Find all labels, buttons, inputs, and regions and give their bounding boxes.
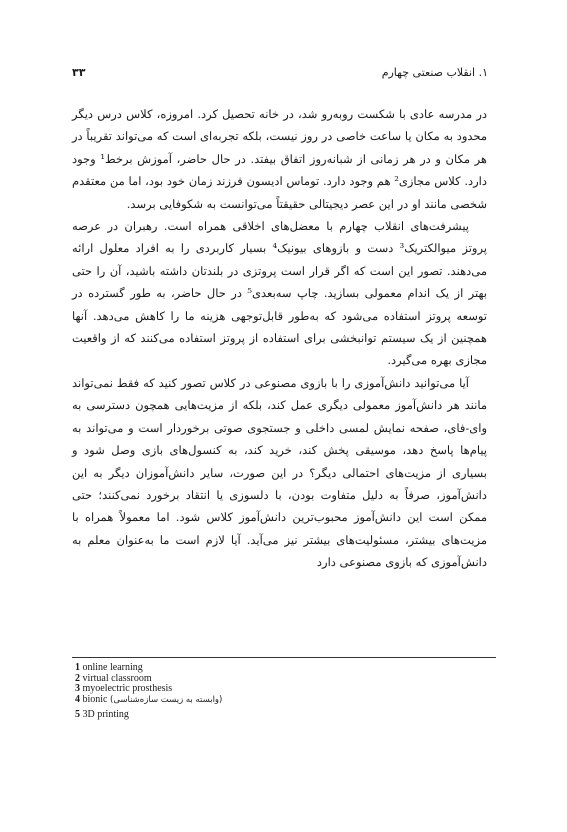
footnote-item bbox=[75, 684, 375, 695]
main-text bbox=[72, 103, 487, 574]
footnote-text: virtual classroom bbox=[82, 672, 152, 684]
footnotes bbox=[75, 663, 375, 721]
footnote-text: online learning bbox=[82, 662, 143, 673]
footnote-number: 4 bbox=[75, 693, 80, 705]
footnote-number: 1 bbox=[75, 662, 80, 673]
footnote-number: 5 bbox=[75, 709, 80, 720]
footnote-gloss: (وابسته به زیست سازه‌شناسی) bbox=[110, 694, 223, 705]
footnote-text: bionic bbox=[82, 693, 108, 705]
footnote-text: 3D printing bbox=[82, 709, 129, 720]
footnote-item bbox=[75, 695, 375, 706]
page-number: ۳۳ bbox=[72, 66, 86, 79]
footnote-number: 2 bbox=[75, 672, 80, 684]
footnote-number: 3 bbox=[75, 683, 80, 694]
footnote-text: myoelectric prosthesis bbox=[82, 683, 173, 694]
footnote-divider bbox=[72, 657, 496, 658]
paragraph: در مدرسه عادی با شکست روبه‌رو شد، در خانه تحصیل کرد. امروزه، کلاس درس دیگر محدود به مکان یا ساعت خاصی در روز نیست، بلکه تجربه‌ای است که می‌تواند تقریباً در هر مکان و در هر زمانی از شبانه‌روز اتفاق بیفتد. در حال حاضر، آموزش برخط¹ وجود دارد. کلاس مجازی² هم وجود دارد. توماس ادیسون فرزند زمان خود بود، اما من معتقدم شخصی مانند او در این عصر دیجیتالی حقیقتاً می‌توانست به شکوفایی برسد. bbox=[72, 107, 488, 211]
page-header bbox=[72, 66, 488, 86]
paragraph: آیا می‌توانید دانش‌آموزی را با بازوی مصنوعی در کلاس تصور کنید که فقط نمی‌تواند مانند هر دانش‌آموز معمولی دیگری عمل کند، بلکه از مزیت‌هایی همچون دسترسی به وای‌-فای، صفحه نمایش لمسی داخلی و جستجوی صوتی برخوردار است و می‌تواند به پیام‌ها پاسخ دهد، موسیقی پخش کند، خرید کند، به کنسول‌های بازی وصل شود و بسیاری از مزیت‌های احتمالی دیگر؟ در این صورت، سایر دانش‌آموزان دیگر به این دانش‌آموز، صرفاً به دلیل متفاوت بودن، با دلسوزی یا انتقاد برخورد نمی‌کنند؛ حتی ممکن است این دانش‌آموز محبوب‌ترین دانش‌آموز کلاس شود. اما معمولاً همراه با مزیت‌های بیشتر، مسئولیت‌های بیشتر نیز می‌آید. آیا لازم است ما به‌عنوان معلم به دانش‌آموزی که بازوی مصنوعی دارد bbox=[72, 375, 487, 570]
footnote-item bbox=[75, 710, 375, 721]
running-title: ۱. انقلاب صنعتی چهارم bbox=[381, 66, 488, 79]
paragraph: پیشرفت‌های انقلاب چهارم با معضل‌های اخلاقی همراه است. رهبران در عرصه پروتز میوالکتریک³ دست و بازوهای بیونیک⁴ بسیار کاربردی را به افراد معلول ارائه می‌دهند. تصور این است که اگر قرار است پروتزی در بلندتان داشته باشید، آن را حتی بهتر از یک اندام معمولی بسازید. چاپ سه‌بعدی⁵ در حال حاضر، به طور گسترده در توسعه پروتز استفاده می‌شود که به‌طور قابل‌توجهی هزینه ما را کاهش می‌دهد. آنها همچنین از یک سیستم توانبخشی برای استفاده از پروتز استفاده می‌کنند که از واقعیت مجازی بهره می‌گیرد. bbox=[72, 219, 487, 368]
